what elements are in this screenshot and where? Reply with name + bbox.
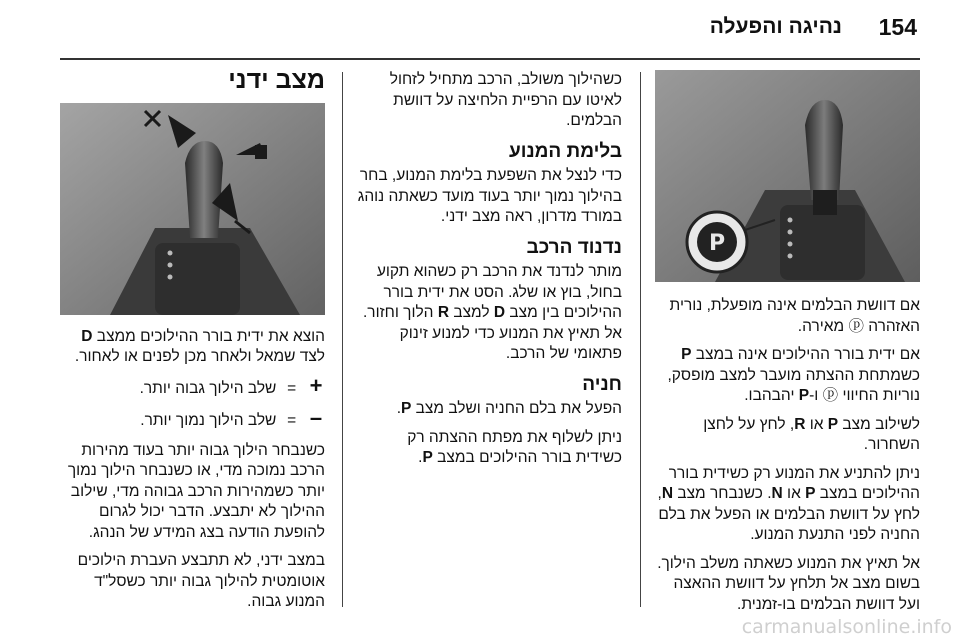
paragraph: הוצא את ידית בורר ההילוכים ממצב D לצד שמאל ולאחר מכן לפנים או לאחור. — [74, 327, 325, 365]
column-divider — [342, 72, 343, 607]
heading-rocking: נדנוד הרכב — [526, 236, 622, 258]
column-left — [60, 66, 325, 621]
header-divider — [60, 58, 920, 60]
minus-icon: – — [309, 405, 323, 430]
paragraph: כשהילוך משולב, הרכב מתחיל לזחול לאיטו עם הרפיית הלחיצה על דוושת הבלמים. — [389, 71, 622, 129]
paragraph: ניתן לשלוף את מפתח ההצתה רק כשידית בורר ההילוכים במצב P. — [407, 428, 622, 466]
heading-engine-braking: בלימת המנוע — [508, 140, 622, 162]
plus-instruction: + = שלב הילוך גבוה יותר. — [60, 376, 325, 400]
page-number: 154 — [878, 14, 917, 40]
paragraph: מותר לנדנד את הרכב רק כשהוא תקוע בחול, בוץ או שלג. הסט את ידית בורר ההילוכים בין מצב D למצב R הלוך וחזור. אל תאיץ את המנוע כדי למנוע זינוק פתאומי של הרכב. — [363, 263, 622, 362]
page-header — [0, 0, 960, 60]
heading-manual-mode: מצב ידני — [228, 66, 325, 94]
manual-shift-illustration — [60, 103, 325, 315]
column-middle — [357, 70, 622, 477]
paragraph: כדי לנצל את השפעת בלימת המנוע, בחר בהילוך נמוך יותר בעוד מועד כשאתה נוהג במורד מדרון, ראה מצב ידני. — [357, 167, 622, 225]
paragraph: ניתן להתניע את המנוע רק כשידית בורר ההילוכים במצב P או N. כשנבחר מצב N, לחץ על דוושת הבלמים או הפעל את בלם החניה לפני התנעת המנוע. — [657, 464, 920, 543]
paragraph: במצב ידני, לא תתבצע העברת הילוכים אוטומטית להילוך גבוה יותר כשסל"ד המנוע גבוה. — [77, 552, 325, 610]
column-right — [655, 70, 920, 623]
paragraph: הפעל את בלם החניה ושלב מצב P. — [396, 400, 622, 417]
paragraph: כשנבחר הילוך גבוה יותר בעוד מהירות הרכב נמוכה מדי, או כשנבחר הילוך נמוך יותר כשמהירות הרכב גבוהה מדי, שילוב ההילוך לא יתבצע. הדבר יכול לגרום להופעת הודעה בצג המידע של הנהג. — [67, 441, 325, 541]
paragraph: אל תאיץ את המנוע כשאתה משלב הילוך. בשום מצב אל תלחץ על דוושת ההאצה ועל דוושת הבלמים בו-זמנית. — [657, 554, 920, 613]
plus-icon: + — [309, 372, 323, 398]
gear-selector-photo — [655, 70, 920, 282]
watermark: carmanualsonline.info — [741, 616, 952, 638]
svg-text:P: P — [708, 231, 726, 256]
section-title: נהיגה והפעלה — [709, 15, 842, 38]
heading-parking: חניה — [582, 373, 622, 395]
paragraph: לשילוב מצב P או R, לחץ על לחצן השחרור. — [703, 415, 920, 453]
minus-instruction: – = שלב הילוך נמוך יותר. — [60, 408, 325, 432]
column-divider — [640, 72, 641, 607]
paragraph: אם ידית בורר ההילוכים אינה במצב P כשמתחת ההצתה מועבר למצב מופסק, נוריות החיווי ⓟ ו-P יהבהבו. — [667, 346, 920, 404]
manual-mode-photo — [60, 103, 325, 315]
paragraph: אם דוושת הבלמים אינה מופעלת, נורית האזהרה ⓟ מאירה. — [669, 297, 920, 335]
gear-lever-illustration — [655, 70, 920, 282]
